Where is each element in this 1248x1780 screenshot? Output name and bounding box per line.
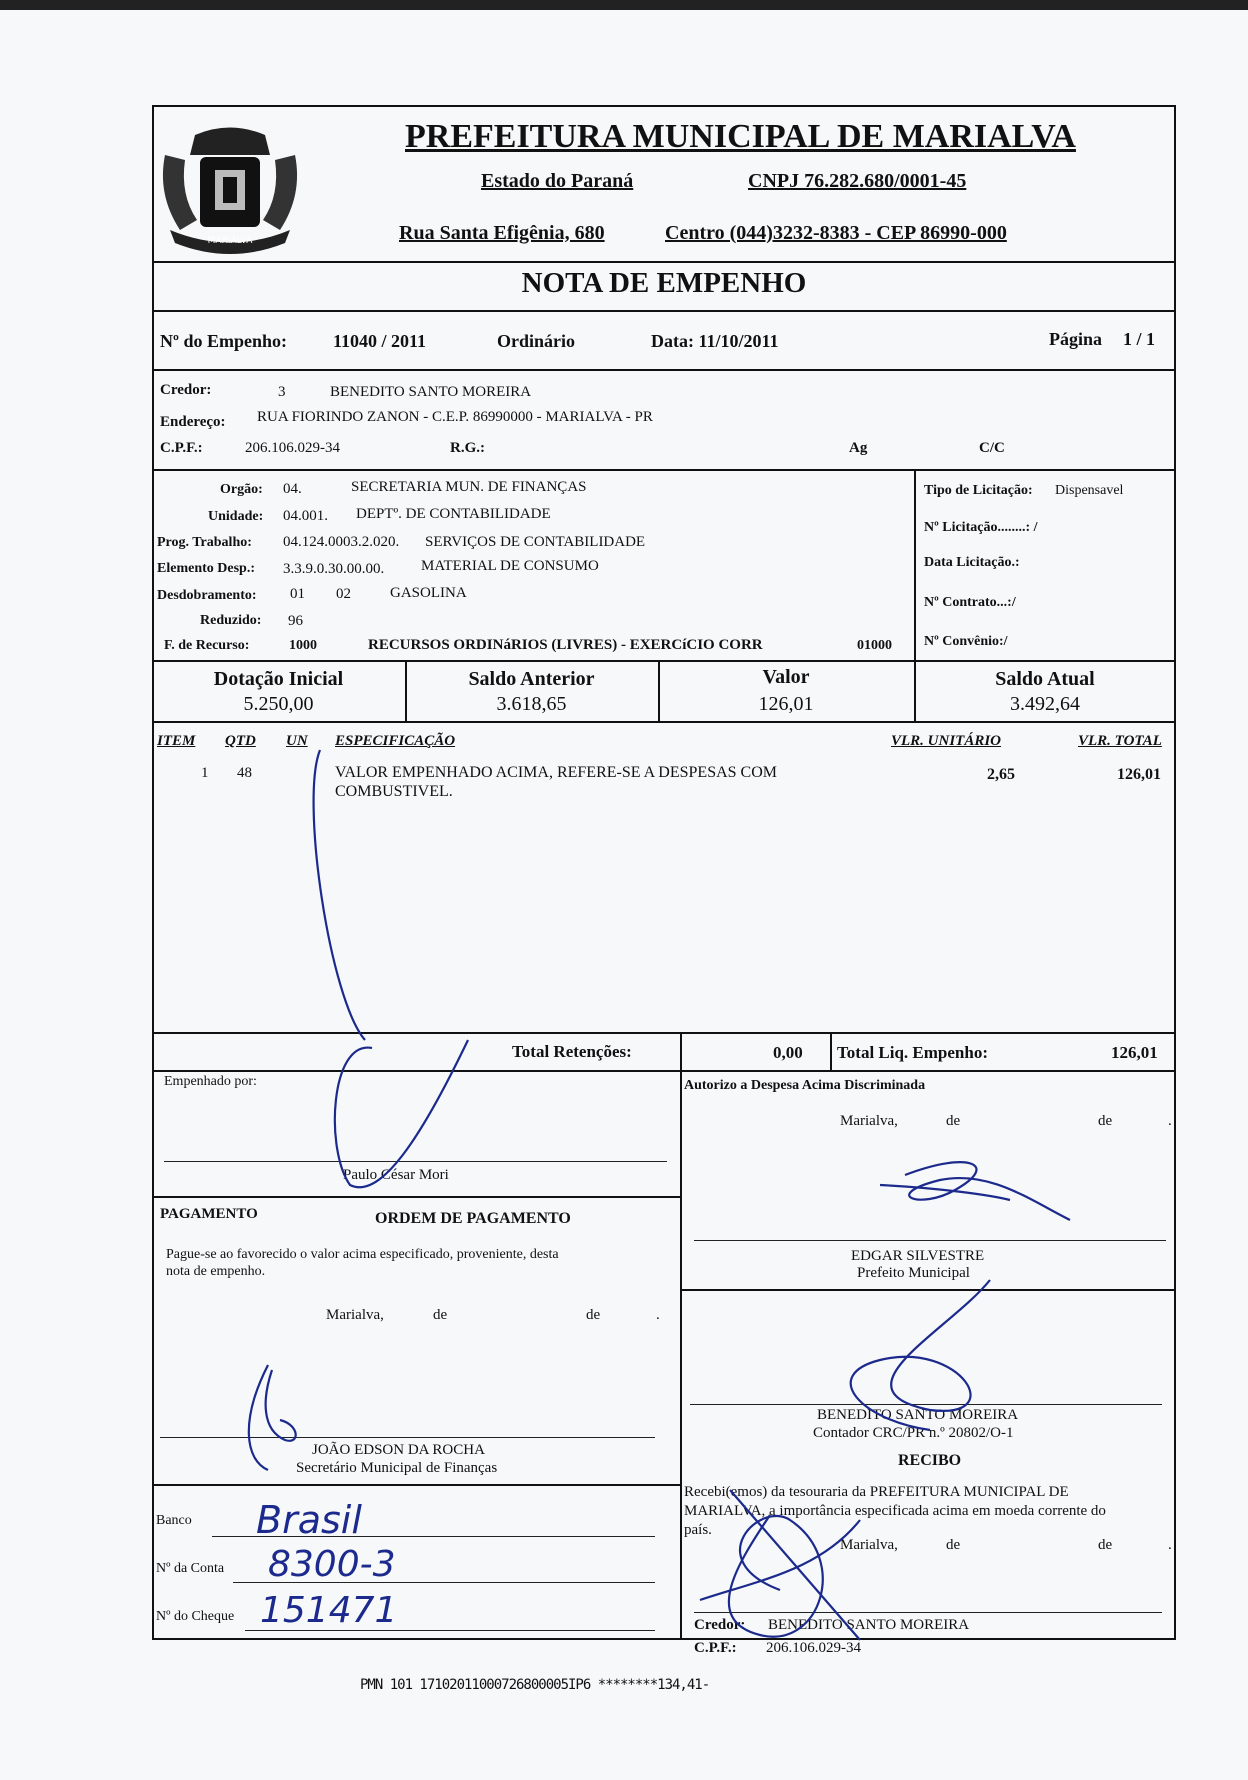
pagamento-de2: de — [586, 1307, 601, 1323]
agencia-label: Ag — [849, 440, 868, 456]
page-label: Página — [1049, 329, 1103, 349]
recurso-code: 1000 — [289, 638, 317, 653]
prog-trabalho-code: 04.124.0003.2.020. — [283, 534, 400, 550]
secretario-role: Secretário Municipal de Finanças — [296, 1460, 498, 1476]
item-qtd: 48 — [237, 765, 252, 781]
recibo-text-line1: Recebi(emos) da tesouraria da PREFEITURA MUNICIPAL DE — [684, 1484, 1069, 1500]
rg-label: R.G.: — [450, 440, 485, 456]
prefeito-name: EDGAR SILVESTRE — [851, 1248, 985, 1264]
valor-value: 126,01 — [758, 693, 814, 715]
saldo-anterior-label: Saldo Anterior — [468, 668, 595, 690]
svg-text:MARIALVA: MARIALVA — [207, 236, 253, 246]
col-spec-header: ESPECIFICAÇÃO — [335, 733, 456, 749]
unidade-code: 04.001. — [283, 508, 328, 524]
pagamento-dot: . — [656, 1307, 660, 1323]
cnpj-label: CNPJ 76.282.680/0001-45 — [748, 170, 967, 192]
recibo-text-line3: país. — [684, 1522, 712, 1538]
conta-label: Nº da Conta — [156, 1561, 225, 1576]
total-retencoes-value: 0,00 — [773, 1043, 803, 1062]
autorizo-de2: de — [1098, 1113, 1113, 1129]
conta-corrente-label: C/C — [979, 440, 1005, 456]
licitacao-numero: Nº Licitação........: / — [924, 520, 1038, 535]
item-number: 1 — [201, 765, 209, 781]
pagamento-city: Marialva, — [326, 1307, 384, 1323]
unidade-label: Unidade: — [208, 509, 264, 524]
credor-name: BENEDITO SANTO MOREIRA — [330, 384, 532, 400]
pagamento-de1: de — [433, 1307, 448, 1323]
address-details: Centro (044)3232-8383 - CEP 86990-000 — [665, 222, 1007, 244]
col-vunit-header: VLR. UNITÁRIO — [891, 733, 1002, 749]
credor-code: 3 — [278, 384, 286, 400]
empenhado-signer: Paulo César Mori — [343, 1167, 449, 1183]
saldo-atual-value: 3.492,64 — [1010, 693, 1080, 715]
elemento-value: MATERIAL DE CONSUMO — [421, 558, 599, 574]
empenho-type: Ordinário — [497, 331, 576, 351]
total-liquido-label: Total Liq. Empenho: — [837, 1043, 988, 1062]
pagamento-label: PAGAMENTO — [160, 1206, 258, 1222]
secretario-name: JOÃO EDSON DA ROCHA — [312, 1442, 485, 1458]
credor-label: Credor: — [160, 382, 212, 398]
licitacao-tipo-value: Dispensavel — [1055, 483, 1124, 498]
cheque-handwritten: 151471 — [260, 1590, 398, 1631]
autorizo-label: Autorizo a Despesa Acima Discriminada — [684, 1078, 926, 1093]
contador-name: BENEDITO SANTO MOREIRA — [817, 1407, 1019, 1423]
dotacao-inicial-value: 5.250,00 — [243, 693, 314, 715]
desdobramento-a: 01 — [290, 586, 305, 602]
municipality-title: PREFEITURA MUNICIPAL DE MARIALVA — [405, 118, 1076, 155]
recibo-credor-name: BENEDITO SANTO MOREIRA — [768, 1617, 970, 1633]
item-vunit: 2,65 — [987, 766, 1015, 783]
recibo-city: Marialva, — [840, 1537, 898, 1553]
empenho-number-label: Nº do Empenho: — [160, 331, 287, 351]
empenho-number: 11040 / 2011 — [333, 331, 427, 351]
autorizo-dot: . — [1168, 1113, 1172, 1129]
item-vtotal: 126,01 — [1117, 766, 1161, 783]
contrato-numero: Nº Contrato...:/ — [924, 595, 1016, 610]
document-title: NOTA DE EMPENHO — [521, 267, 807, 299]
orgao-label: Orgão: — [220, 482, 263, 497]
pagamento-text-line1: Pague-se ao favorecido o valor acima especificado, proveniente, desta — [166, 1247, 559, 1262]
col-item-header: ITEM — [157, 733, 196, 749]
saldo-anterior-value: 3.618,65 — [496, 693, 567, 715]
col-vtotal-header: VLR. TOTAL — [1078, 733, 1162, 749]
conta-handwritten: 8300-3 — [268, 1544, 396, 1585]
unidade-value: DEPTº. DE CONTABILIDADE — [356, 506, 551, 522]
ordem-pagamento-title: ORDEM DE PAGAMENTO — [375, 1210, 571, 1227]
recurso-value: RECURSOS ORDINáRIOS (LIVRES) - EXERCíCIO CORR — [368, 637, 763, 653]
orgao-value: SECRETARIA MUN. DE FINANÇAS — [351, 479, 587, 495]
reduzido-label: Reduzido: — [200, 613, 262, 628]
empenho-date: Data: 11/10/2011 — [651, 331, 779, 351]
licitacao-tipo-label: Tipo de Licitação: — [924, 483, 1033, 498]
col-qtd-header: QTD — [225, 733, 256, 749]
recibo-text-line2: MARIALVA, a importância especificada acima em moeda corrente do — [684, 1503, 1106, 1519]
footer-code: PMN 101 17102011000726800005IP6 ********134,41- — [360, 1677, 710, 1693]
recurso-number: 01000 — [857, 638, 892, 653]
cpf-value: 206.106.029-34 — [245, 440, 340, 456]
recibo-cpf-value: 206.106.029-34 — [766, 1640, 861, 1656]
valor-label: Valor — [762, 666, 810, 688]
item-spec-line2: COMBUSTIVEL. — [335, 783, 453, 800]
desdobramento-b: 02 — [336, 586, 351, 602]
autorizo-city: Marialva, — [840, 1113, 898, 1129]
total-retencoes-label: Total Retenções: — [512, 1042, 632, 1061]
desdobramento-label: Desdobramento: — [157, 588, 257, 603]
prog-trabalho-value: SERVIÇOS DE CONTABILIDADE — [425, 534, 646, 550]
licitacao-data: Data Licitação.: — [924, 555, 1020, 570]
convenio-numero: Nº Convênio:/ — [924, 634, 1008, 649]
state-label: Estado do Paraná — [481, 170, 634, 192]
recibo-title: RECIBO — [898, 1452, 962, 1469]
recibo-dot: . — [1168, 1537, 1172, 1553]
recibo-de2: de — [1098, 1537, 1113, 1553]
cpf-label: C.P.F.: — [160, 440, 203, 456]
contador-role: Contador CRC/PR n.º 20802/O-1 — [813, 1425, 1014, 1441]
prog-trabalho-label: Prog. Trabalho: — [157, 535, 252, 550]
recurso-label: F. de Recurso: — [164, 638, 250, 653]
cheque-label: Nº do Cheque — [156, 1609, 235, 1624]
item-spec-line1: VALOR EMPENHADO ACIMA, REFERE-SE A DESPESAS COM — [335, 764, 777, 781]
endereco-value: RUA FIORINDO ZANON - C.E.P. 86990000 - MARIALVA - PR — [257, 409, 653, 425]
prefeito-role: Prefeito Municipal — [857, 1265, 970, 1281]
endereco-label: Endereço: — [160, 414, 226, 430]
recibo-de1: de — [946, 1537, 961, 1553]
page-number: 1 / 1 — [1123, 329, 1156, 349]
address-street: Rua Santa Efigênia, 680 — [399, 222, 605, 244]
elemento-code: 3.3.9.0.30.00.00. — [283, 561, 385, 577]
reduzido-value: 96 — [288, 613, 303, 629]
total-liquido-value: 126,01 — [1111, 1043, 1158, 1062]
banco-label: Banco — [156, 1513, 192, 1528]
orgao-code: 04. — [283, 481, 302, 497]
recibo-cpf-label: C.P.F.: — [694, 1640, 737, 1656]
desdobramento-value: GASOLINA — [390, 585, 467, 601]
autorizo-de1: de — [946, 1113, 961, 1129]
pagamento-text-line2: nota de empenho. — [166, 1264, 266, 1279]
col-un-header: UN — [286, 733, 308, 749]
elemento-label: Elemento Desp.: — [157, 561, 255, 576]
empenhado-por-label: Empenhado por: — [164, 1074, 257, 1089]
saldo-atual-label: Saldo Atual — [995, 668, 1095, 690]
recibo-credor-label: Credor: — [694, 1617, 746, 1633]
dotacao-inicial-label: Dotação Inicial — [213, 668, 344, 690]
banco-handwritten: Brasil — [256, 1498, 362, 1542]
